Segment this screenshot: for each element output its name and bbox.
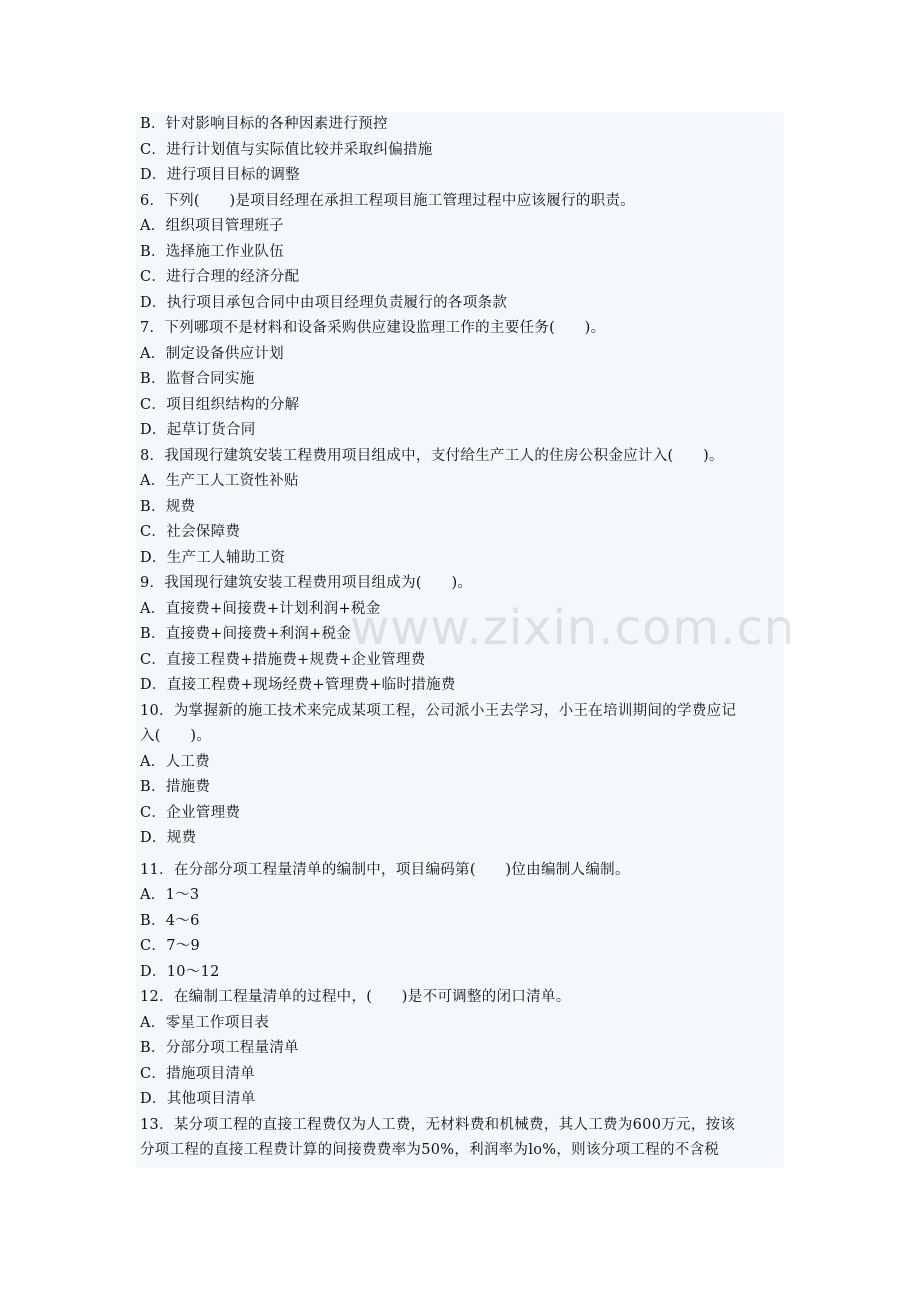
text-line: C．措施项目清单 xyxy=(140,1065,255,1082)
text-line: B．分部分项工程量清单 xyxy=(140,1040,299,1056)
text-line: D．进行项目目标的调整 xyxy=(140,167,300,183)
watermark: www.zixin.com.cn xyxy=(350,600,796,656)
text-line: D．其他项目清单 xyxy=(140,1091,256,1107)
text-line: B．针对影响目标的各种因素进行预控 xyxy=(140,116,388,132)
text-line: C．项目组织结构的分解 xyxy=(140,396,300,413)
text-line: A．1～3 xyxy=(140,887,200,903)
text-line: B．直接费+间接费+利润+税金 xyxy=(140,626,352,642)
text-line: B．4～6 xyxy=(140,912,200,929)
question-12: 12．在编制工程量清单的过程中，( )是不可调整的闭口清单。 xyxy=(140,989,571,1005)
text-line: D．规费 xyxy=(140,830,197,846)
text-line: D．生产工人辅助工资 xyxy=(140,549,286,566)
text-line: B．选择施工作业队伍 xyxy=(140,243,285,260)
text-line: 入( )。 xyxy=(140,728,212,744)
text-line: A．零星工作项目表 xyxy=(140,1014,270,1031)
text-line: C．企业管理费 xyxy=(140,804,241,821)
text-line: C．进行合理的经济分配 xyxy=(140,269,300,285)
text-line: C．直接工程费+措施费+规费+企业管理费 xyxy=(140,651,426,668)
question-9: 9．我国现行建筑安装工程费用项目组成为( )。 xyxy=(140,575,473,591)
text-line: D．直接工程费+现场经费+管理费+临时措施费 xyxy=(140,677,456,693)
question-7: 7．下列哪项不是材料和设备采购供应建设监理工作的主要任务( )。 xyxy=(140,320,606,336)
question-8: 8．我国现行建筑安装工程费用项目组成中，支付给生产工人的住房公积金应计入( )。 xyxy=(140,447,724,464)
text-line: A．直接费+间接费+计划利润+税金 xyxy=(140,600,381,617)
text-line: D．10～12 xyxy=(140,963,220,980)
text-line: D．起草订货合同 xyxy=(140,422,256,438)
question-6: 6．下列( )是项目经理在承担工程项目施工管理过程中应该履行的职责。 xyxy=(140,192,636,209)
text-line: A．生产工人工资性补贴 xyxy=(140,473,299,489)
text-line: C．7～9 xyxy=(140,938,201,954)
text-line: D．执行项目承包合同中由项目经理负责履行的各项条款 xyxy=(140,294,508,311)
question-11: 11．在分部分项工程量清单的编制中，项目编码第( )位由编制人编制。 xyxy=(140,861,630,878)
question-13: 13．某分项工程的直接工程费仅为人工费，无材料费和机械费，其人工费为600万元，按该 xyxy=(140,1116,736,1133)
text-line: 分项工程的直接工程费计算的间接费费率为50%，利润率为lo%，则该分项工程的不含税 xyxy=(140,1142,720,1158)
text-line: A．制定设备供应计划 xyxy=(140,345,284,362)
text-line: B．规费 xyxy=(140,498,196,515)
question-10: 10．为掌握新的施工技术来完成某项工程，公司派小王去学习，小王在培训期间的学费应记 xyxy=(140,702,737,719)
text-line: A．组织项目管理班子 xyxy=(140,218,284,234)
text-line: C．进行计划值与实际值比较并采取纠偏措施 xyxy=(140,141,433,158)
text-line: A．人工费 xyxy=(140,753,210,770)
text-line: B．监督合同实施 xyxy=(140,371,255,387)
text-line: C．社会保障费 xyxy=(140,524,241,540)
document-body xyxy=(136,112,784,1168)
text-line: B．措施费 xyxy=(140,779,211,795)
